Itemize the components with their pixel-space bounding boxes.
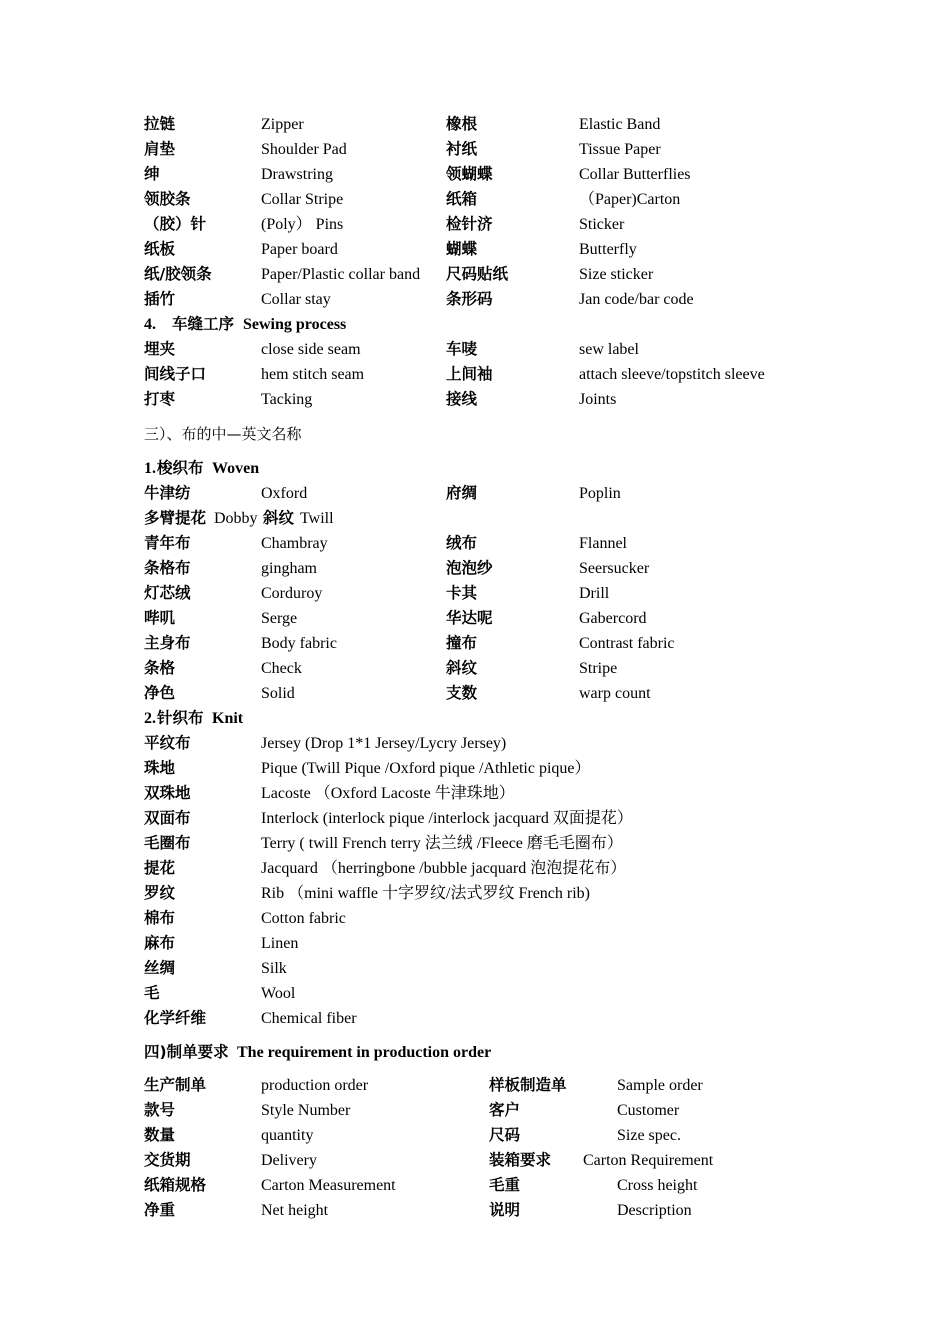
term-en: Interlock (interlock pique /interlock jacquard 双面提花） [261, 810, 633, 827]
term-zh: 上间袖 [446, 365, 493, 383]
term-en: Stripe [579, 660, 618, 677]
term-en: Sample order [617, 1077, 703, 1094]
term-en: Contrast fabric [579, 635, 675, 652]
term-zh: 双面布 [144, 809, 191, 827]
sewing-row [0, 362, 950, 387]
term-zh: 多臂提花 [144, 509, 207, 527]
knit-row [0, 956, 950, 981]
term-zh: 领胶条 [144, 190, 191, 208]
term-en: Chemical fiber [261, 1010, 357, 1027]
term-en: Butterfly [579, 241, 637, 258]
term-en: Chambray [261, 535, 328, 552]
woven-row [0, 631, 950, 656]
term-en: Flannel [579, 535, 627, 552]
term-en: Twill [300, 510, 334, 527]
heading-zh: 针织布 [157, 709, 204, 727]
term-zh: 府绸 [446, 484, 478, 502]
term-en: Corduroy [261, 585, 323, 602]
accessory-row [0, 187, 950, 212]
term-en: attach sleeve/topstitch sleeve [579, 366, 765, 383]
term-en: Poplin [579, 485, 621, 502]
term-zh: 珠地 [144, 759, 176, 777]
term-en: Body fabric [261, 635, 337, 652]
term-zh: 领蝴蝶 [446, 165, 493, 183]
term-zh: 提花 [144, 859, 176, 877]
term-en: Seersucker [579, 560, 650, 577]
section-heading-woven [0, 456, 950, 481]
term-zh: 化学纤维 [144, 1009, 207, 1027]
term-en: Tacking [261, 391, 313, 408]
accessory-row [0, 287, 950, 312]
term-en: Cotton fabric [261, 910, 346, 927]
knit-row [0, 856, 950, 881]
term-zh: 客户 [489, 1101, 521, 1119]
heading-en: Sewing process [243, 316, 347, 333]
term-en: Elastic Band [579, 116, 661, 133]
term-en: hem stitch seam [261, 366, 365, 383]
term-zh: 条形码 [446, 290, 493, 308]
accessory-row [0, 262, 950, 287]
term-en: Jacquard （herringbone /bubble jacquard 泡泡提花布） [261, 860, 627, 877]
term-en: Serge [261, 610, 298, 627]
term-zh: 毛 [144, 984, 160, 1002]
heading-zh: 四)制单要求 [144, 1043, 229, 1061]
knit-row [0, 756, 950, 781]
accessory-row [0, 237, 950, 262]
term-zh: 生产制单 [144, 1076, 207, 1094]
term-zh: 绒布 [446, 534, 478, 552]
section-heading-knit [0, 706, 950, 731]
order-row [0, 1148, 950, 1173]
term-zh: 棉布 [144, 909, 176, 927]
term-zh: 双珠地 [144, 784, 191, 802]
term-zh: 款号 [144, 1101, 176, 1119]
knit-row [0, 1006, 950, 1031]
term-zh: 卡其 [446, 584, 478, 602]
term-zh: 说明 [489, 1201, 521, 1219]
accessory-row [0, 137, 950, 162]
woven-row [0, 681, 950, 706]
term-en: close side seam [261, 341, 361, 358]
term-en: Collar stay [261, 291, 331, 308]
term-zh: 尺码贴纸 [446, 265, 509, 283]
term-zh: 蝴蝶 [446, 240, 478, 258]
term-en: Tissue Paper [579, 141, 661, 158]
term-zh: 净色 [144, 684, 176, 702]
term-zh: 橡根 [446, 115, 478, 133]
term-zh: 纸箱 [446, 190, 478, 208]
knit-row [0, 906, 950, 931]
term-en: Paper/Plastic collar band [261, 266, 421, 283]
term-zh: 支数 [446, 684, 478, 702]
term-zh: 哔叽 [144, 609, 176, 627]
term-zh: 数量 [144, 1126, 176, 1144]
term-zh: 埋夹 [144, 340, 176, 358]
term-en: Silk [261, 960, 287, 977]
term-zh: 纸/胶领条 [144, 265, 212, 283]
woven-row [0, 656, 950, 681]
knit-row [0, 731, 950, 756]
term-en: Delivery [261, 1152, 317, 1169]
term-en: Shoulder Pad [261, 141, 347, 158]
term-en: Solid [261, 685, 295, 702]
heading-zh: 车缝工序 [172, 315, 235, 333]
heading-number: 1. [144, 460, 156, 477]
knit-row [0, 831, 950, 856]
term-en: （Paper)Carton [579, 191, 681, 208]
term-zh: 检针济 [446, 215, 493, 233]
term-en: Terry ( twill French terry 法兰绒 /Fleece 磨毛毛圈布） [261, 835, 623, 852]
accessory-row [0, 162, 950, 187]
term-en: Check [261, 660, 302, 677]
term-en: Carton Requirement [583, 1152, 714, 1169]
woven-row [0, 556, 950, 581]
term-en: Joints [579, 391, 617, 408]
knit-row [0, 781, 950, 806]
term-zh: 主身布 [144, 634, 191, 652]
term-en: Carton Measurement [261, 1177, 396, 1194]
order-row [0, 1198, 950, 1223]
term-zh: 纸箱规格 [144, 1176, 207, 1194]
term-en: Paper board [261, 241, 338, 258]
woven-row [0, 606, 950, 631]
term-zh: 华达呢 [446, 609, 493, 627]
term-en: warp count [579, 685, 651, 702]
term-en: Cross height [617, 1177, 698, 1194]
section-heading-sewing [0, 312, 950, 337]
term-zh: 青年布 [144, 534, 191, 552]
woven-row [0, 531, 950, 556]
term-zh: 平纹布 [144, 734, 191, 752]
term-en: Drill [579, 585, 610, 602]
term-zh: 交货期 [144, 1151, 191, 1169]
order-row [0, 1098, 950, 1123]
term-en: (Poly） Pins [261, 216, 344, 233]
term-zh: 牛津纺 [144, 484, 191, 502]
section-heading-order [0, 1040, 950, 1065]
term-zh: 拉链 [144, 115, 176, 133]
woven-row [0, 481, 950, 506]
term-zh: 泡泡纱 [446, 559, 493, 577]
sewing-row [0, 337, 950, 362]
term-en: Drawstring [261, 166, 333, 183]
order-row [0, 1073, 950, 1098]
term-zh: 接线 [446, 390, 478, 408]
term-zh: 纸板 [144, 240, 176, 258]
term-en: quantity [261, 1127, 314, 1144]
term-en: Style Number [261, 1102, 351, 1119]
knit-row [0, 881, 950, 906]
accessory-row [0, 212, 950, 237]
term-zh: 斜纹 [446, 659, 478, 677]
accessory-row [0, 112, 950, 137]
heading-number: 4. [144, 316, 156, 333]
order-row [0, 1123, 950, 1148]
term-zh: 丝绸 [144, 959, 176, 977]
term-zh: 灯芯绒 [144, 584, 191, 602]
term-zh: 车唛 [446, 340, 478, 358]
knit-row [0, 931, 950, 956]
term-zh: 条格 [144, 659, 176, 677]
term-zh: （胶）针 [144, 215, 207, 233]
term-en: Collar Stripe [261, 191, 344, 208]
term-zh: 绅 [144, 165, 160, 183]
term-en: Dobby [214, 510, 258, 527]
order-row [0, 1173, 950, 1198]
heading-en: The requirement in production order [237, 1044, 492, 1061]
term-en: Pique (Twill Pique /Oxford pique /Athletic pique） [261, 760, 591, 777]
term-zh: 毛重 [489, 1176, 521, 1194]
term-en: Size sticker [579, 266, 654, 283]
sewing-row [0, 387, 950, 412]
term-zh: 撞布 [446, 634, 478, 652]
term-zh: 插竹 [144, 290, 176, 308]
term-en: gingham [261, 560, 317, 577]
term-en: Description [617, 1202, 692, 1219]
term-zh: 净重 [144, 1201, 176, 1219]
knit-row [0, 981, 950, 1006]
term-zh: 间线子口 [144, 365, 207, 383]
term-en: Lacoste （Oxford Lacoste 牛津珠地） [261, 785, 515, 802]
term-en: Sticker [579, 216, 625, 233]
term-en: Linen [261, 935, 299, 952]
term-en: Customer [617, 1102, 680, 1119]
term-zh: 条格布 [144, 559, 191, 577]
term-en: sew label [579, 341, 639, 358]
term-zh: 打枣 [144, 390, 176, 408]
term-en: Gabercord [579, 610, 647, 627]
woven-dobby-line [0, 506, 950, 531]
heading-number: 2. [144, 710, 156, 727]
term-zh: 衬纸 [446, 140, 478, 158]
term-en: Oxford [261, 485, 308, 502]
term-zh: 肩垫 [144, 140, 176, 158]
term-zh: 尺码 [489, 1126, 521, 1144]
heading-en: Woven [212, 460, 260, 477]
term-en: Size spec. [617, 1127, 681, 1144]
heading-zh: 梭织布 [157, 459, 204, 477]
term-en: Wool [261, 985, 296, 1002]
term-zh: 样板制造单 [489, 1076, 567, 1094]
term-en: production order [261, 1077, 369, 1094]
term-en: Zipper [261, 116, 304, 133]
fabric-title: 三）、布的中—英文名称 [144, 425, 302, 443]
term-zh: 斜纹 [263, 509, 295, 527]
term-en: Rib （mini waffle 十字罗纹/法式罗纹 French rib) [261, 885, 591, 902]
term-en: Jersey (Drop 1*1 Jersey/Lycry Jersey) [261, 735, 507, 752]
knit-row [0, 806, 950, 831]
section-title-fabric [0, 422, 950, 447]
term-en: Collar Butterflies [579, 166, 691, 183]
term-zh: 装箱要求 [489, 1151, 552, 1169]
term-zh: 麻布 [144, 934, 176, 952]
term-en: Net height [261, 1202, 329, 1219]
term-en: Jan code/bar code [579, 291, 694, 308]
heading-en: Knit [212, 710, 244, 727]
woven-row [0, 581, 950, 606]
term-zh: 罗纹 [144, 884, 176, 902]
term-zh: 毛圈布 [144, 834, 191, 852]
